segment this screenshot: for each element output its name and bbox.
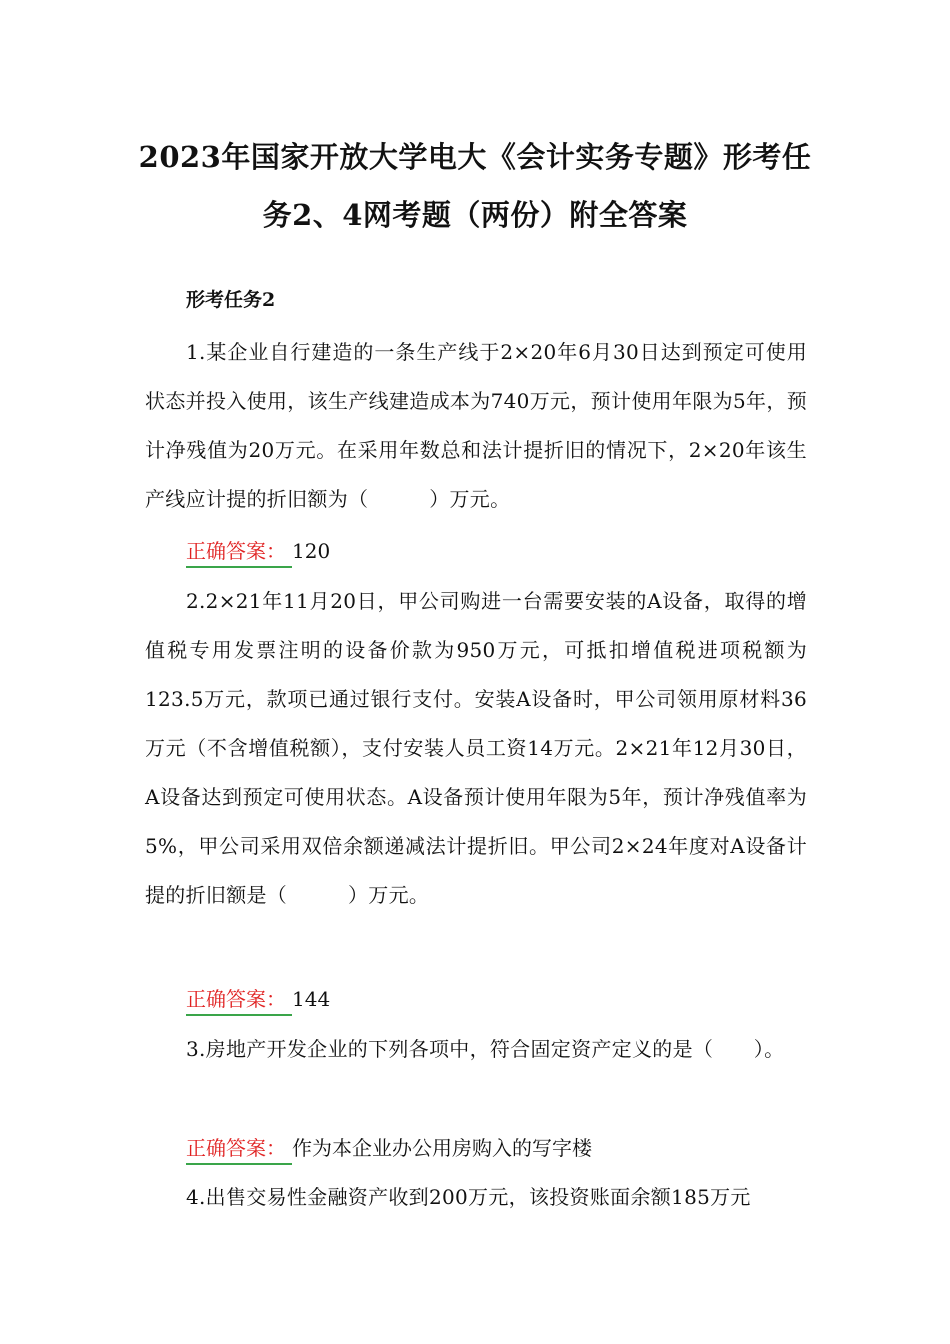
question-1-answer: [186, 537, 330, 565]
question-2-answer: [186, 985, 330, 1013]
answer-label: 正确答案：: [186, 1134, 292, 1162]
answer-value: 144: [292, 987, 331, 1011]
section-heading: 形考任务2: [186, 289, 276, 311]
document-title: [120, 128, 830, 244]
answer-value: 作为本企业办公用房购入的写字楼: [292, 1136, 592, 1160]
title-line-2: 务2、4网考题（两份）附全答案: [262, 198, 688, 232]
question-2-text: 2.2×21年11月20日，甲公司购进一台需要安装的A设备，取得的增值税专用发票注明的设备价款为950万元，可抵扣增值税进项税额为123.5万元，款项已通过银行支付。安装A设备时，甲公司领用原材料36万元（不含增值税额），支付安装人员工资14万元。2×21年12月30日，A设备达到预定可使用状态。A设备预计使用年限为5年，预计净残值率为5%，甲公司采用双倍余额递减法计提折旧。甲公司2×24年度对A设备计提的折旧额是（ ）万元。: [145, 589, 807, 907]
answer-value: 120: [292, 539, 331, 563]
answer-label: 正确答案：: [186, 537, 292, 565]
answer-label: 正确答案：: [186, 985, 292, 1013]
question-1-text: 1.某企业自行建造的一条生产线于2×20年6月30日达到预定可使用状态并投入使用，该生产线建造成本为740万元，预计使用年限为5年，预计净残值为20万元。在采用年数总和法计提折旧的情况下，2×20年该生产线应计提的折旧额为（ ）万元。: [145, 340, 807, 511]
question-3-text: 3.房地产开发企业的下列各项中，符合固定资产定义的是（ ）。: [186, 1037, 785, 1061]
question-4-text: 4.出售交易性金融资产收到200万元，该投资账面余额185万元: [186, 1185, 751, 1209]
question-3-answer: [186, 1134, 592, 1162]
title-line-1: 2023年国家开放大学电大《会计实务专题》形考任: [138, 140, 812, 174]
